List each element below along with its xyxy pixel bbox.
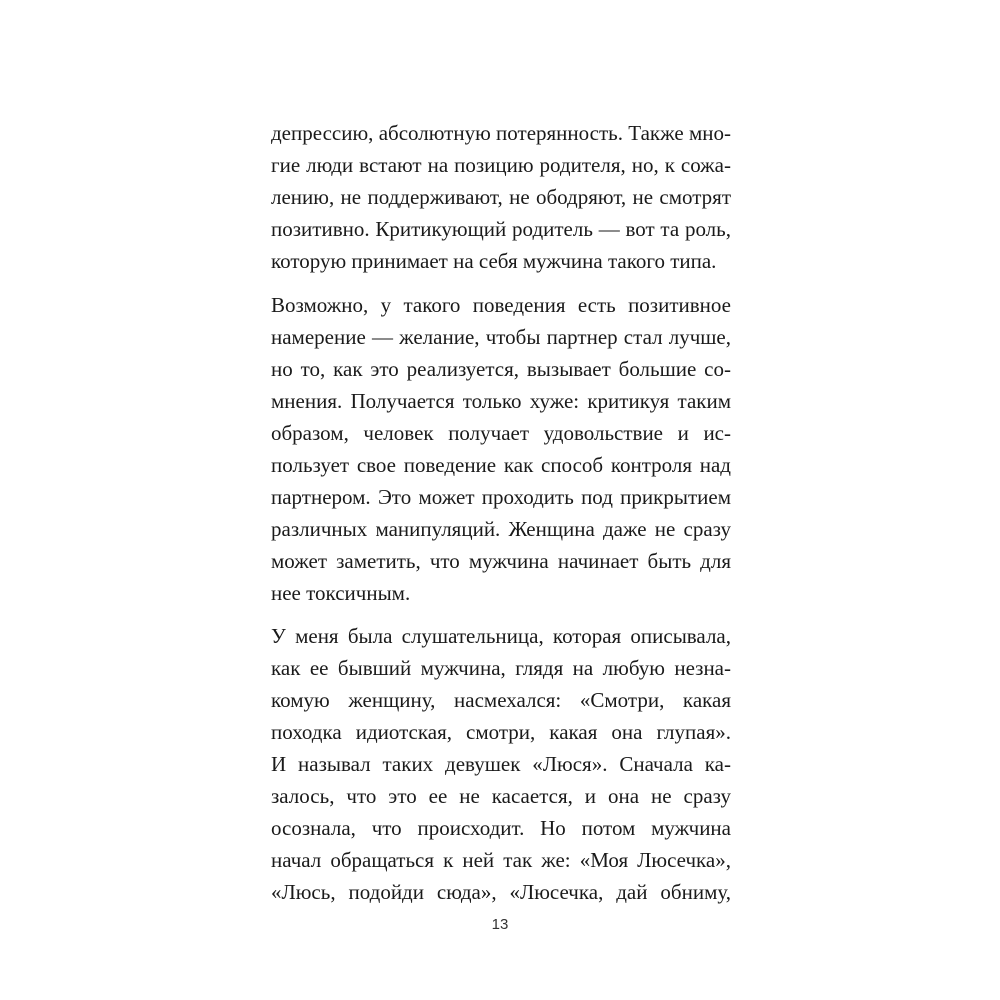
text-line: осознала, что происходит. Но потом мужчина	[271, 816, 731, 840]
text-line: залось, что это ее не касается, и она не сразу	[271, 784, 731, 808]
text-line: депрессию, абсолютную потерянность. Также мно-	[271, 121, 731, 145]
text-line: «Люсь, подойди сюда», «Люсечка, дай обниму,	[271, 880, 731, 904]
text-line: которую принимает на себя мужчина такого типа.	[271, 249, 717, 273]
text-line: но то, как это реализуется, вызывает большие со-	[271, 357, 731, 381]
text-line: образом, человек получает удовольствие и ис-	[271, 421, 731, 445]
text-line: партнером. Это может проходить под прикрытием	[271, 485, 731, 509]
text-line: намерение — желание, чтобы партнер стал лучше,	[271, 325, 731, 349]
text-line: мнения. Получается только хуже: критикуя таким	[271, 389, 731, 413]
text-line: Возможно, у такого поведения есть позитивное	[271, 293, 731, 317]
text-line: различных манипуляций. Женщина даже не сразу	[271, 517, 731, 541]
page-number: 13	[491, 916, 509, 933]
text-line: нее токсичным.	[271, 581, 411, 605]
text-line: может заметить, что мужчина начинает быть для	[271, 549, 731, 573]
text-line: И называл таких девушек «Люся». Сначала ка-	[271, 752, 731, 776]
text-line: пользует свое поведение как способ контроля над	[271, 453, 731, 477]
text-line: гие люди встают на позицию родителя, но, к сожа-	[271, 153, 731, 177]
text-line: позитивно. Критикующий родитель — вот та роль,	[271, 217, 731, 241]
text-line: начал обращаться к ней так же: «Моя Люсечка»,	[271, 848, 731, 872]
text-line: лению, не поддерживают, не ободряют, не смотрят	[271, 185, 731, 209]
text-line: комую женщину, насмехался: «Смотри, какая	[271, 688, 731, 712]
text-line: У меня была слушательница, которая описывала,	[271, 624, 731, 648]
text-line: походка идиотская, смотри, какая она глупая».	[271, 720, 731, 744]
text-line: как ее бывший мужчина, глядя на любую незна-	[271, 656, 731, 680]
